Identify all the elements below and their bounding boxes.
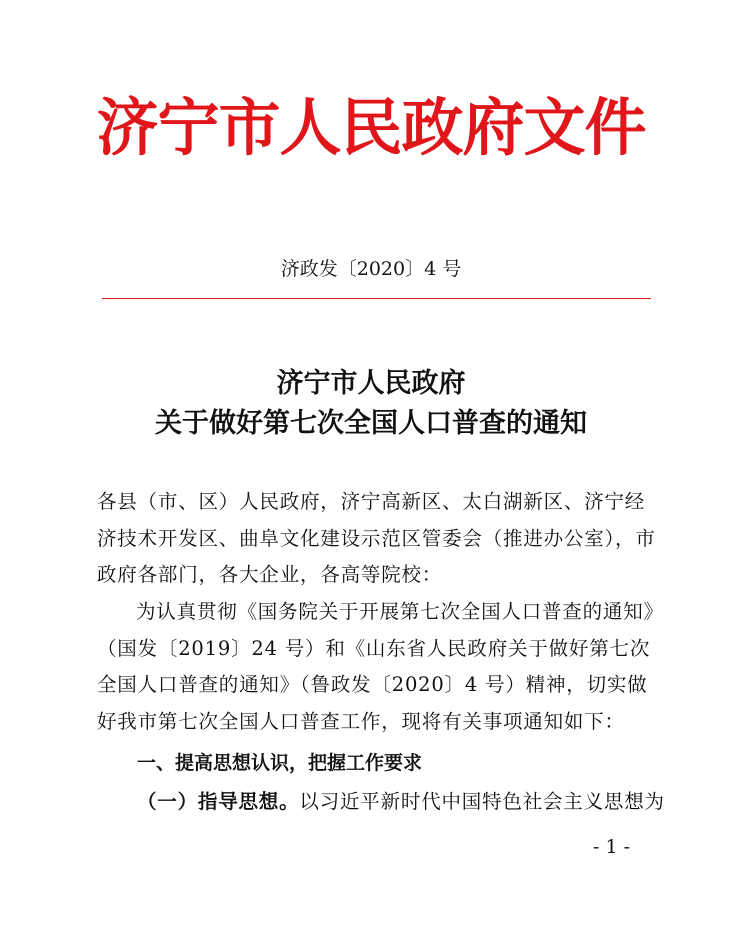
red-divider-line [102, 298, 651, 299]
document-number: 济政发〔2020〕4 号 [280, 258, 462, 280]
notice-title-line-1: 济宁市人民政府 [276, 368, 466, 399]
subsection-guiding-ideology [137, 784, 665, 820]
document-masthead: 济宁市人民政府文件 [96, 91, 646, 164]
section-heading-1: 一、提高思想认识，把握工作要求 [137, 752, 423, 774]
notice-title-line-2: 关于做好第七次全国人口普查的通知 [155, 408, 587, 439]
subsection-text: 以习近平新时代中国特色社会主义思想为 [299, 790, 665, 813]
addressee-paragraph: 各县（市、区）人民政府，济宁高新区、太白湖新区、济宁经济技术开发区、曲阜文化建设示范区管委会（推进办公室），市政府各部门，各大企业，各高等院校： [97, 490, 656, 586]
page-number: - 1 - [593, 836, 631, 858]
intro-paragraph: 为认真贯彻《国务院关于开展第七次全国人口普查的通知》（国发〔2019〕24 号）和《山东省人民政府关于做好第七次全国人口普查的通知》（鲁政发〔2020〕4 号）精神，切实做好我市第七次全国人口普查工作，现将有关事项通知如下： [97, 600, 655, 733]
subsection-lead: （一）指导思想。 [137, 790, 300, 813]
